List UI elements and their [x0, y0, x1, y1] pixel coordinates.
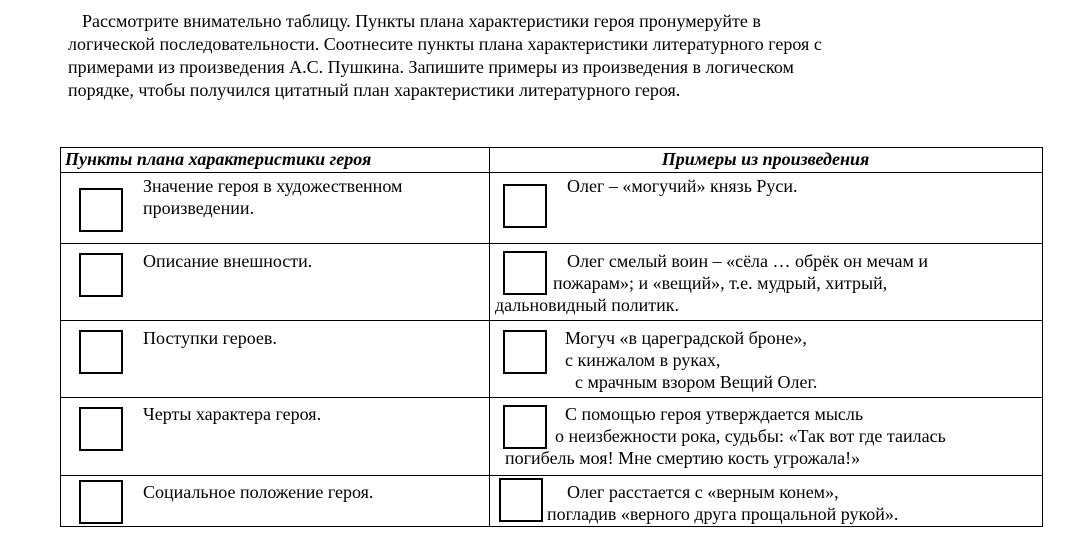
instruction-line: логической последовательности. Соотнесите пункты плана характеристики литературного героя с — [68, 34, 822, 54]
example-item — [505, 403, 946, 469]
table-row — [61, 172, 1042, 243]
plan-item — [143, 327, 277, 349]
example-item-line: Олег смелый воин – «сёла … обрёк он мечам и — [567, 251, 929, 271]
plan-item-line: Описание внешности. — [143, 251, 313, 271]
header-examples: Примеры из произведения — [661, 149, 870, 169]
table-row — [61, 475, 1042, 526]
table-row — [61, 243, 1042, 320]
plan-item — [143, 481, 373, 503]
example-item-line: о неизбежности рока, судьбы: «Так вот где таилась — [555, 426, 946, 446]
example-item-line: с кинжалом в руках, — [565, 350, 721, 370]
example-number-box[interactable] — [503, 330, 547, 374]
example-item — [495, 250, 928, 316]
instruction-line: примерами из произведения А.С. Пушкина. Запишите примеры из произведения в логическом — [68, 57, 794, 77]
plan-item — [143, 175, 402, 219]
example-item-line: Олег расстается с «верным конем», — [567, 482, 839, 502]
plan-item — [143, 250, 312, 272]
example-item-line: погладив «верного друга прощальной рукой». — [547, 504, 899, 524]
plan-item-line: Социальное положение героя. — [143, 482, 374, 502]
instruction-line: Рассмотрите внимательно таблицу. Пункты плана характеристики героя пронумеруйте в — [82, 11, 761, 31]
plan-number-box[interactable] — [79, 253, 123, 297]
example-number-box[interactable] — [503, 184, 547, 228]
example-item-line: пожарам»; и «вещий», т.е. мудрый, хитрый, — [553, 273, 888, 293]
example-item — [547, 481, 898, 525]
example-item-line: С помощью героя утверждается мысль — [565, 404, 864, 424]
example-number-box[interactable] — [499, 478, 543, 522]
example-item-line: погибель моя! Мне смертию кость угрожала!» — [505, 448, 861, 468]
plan-item-line: Значение героя в художественном — [143, 176, 403, 196]
plan-number-box[interactable] — [79, 330, 123, 374]
plan-number-box[interactable] — [79, 480, 123, 524]
plan-number-box[interactable] — [79, 407, 123, 451]
plan-item-line: Поступки героев. — [143, 328, 277, 348]
example-item-line: с мрачным взором Вещий Олег. — [575, 372, 818, 392]
instruction-line: порядке, чтобы получился цитатный план характеристики литературного героя. — [68, 80, 681, 100]
example-item — [565, 327, 817, 393]
table-row — [61, 320, 1042, 397]
example-item-line: дальновидный политик. — [495, 295, 680, 315]
example-item-line: Олег – «могучий» князь Руси. — [567, 176, 798, 196]
header-plan-items: Пункты плана характеристики героя — [65, 149, 372, 169]
example-item — [567, 175, 798, 197]
plan-item-line: Черты характера героя. — [143, 404, 322, 424]
plan-item — [143, 403, 321, 425]
example-item-line: Могуч «в цареградской броне», — [565, 328, 807, 348]
matching-table — [60, 147, 1043, 527]
task-instructions — [68, 10, 1028, 102]
plan-item-line: произведении. — [143, 198, 255, 218]
plan-number-box[interactable] — [79, 188, 123, 232]
table-row — [61, 397, 1042, 475]
